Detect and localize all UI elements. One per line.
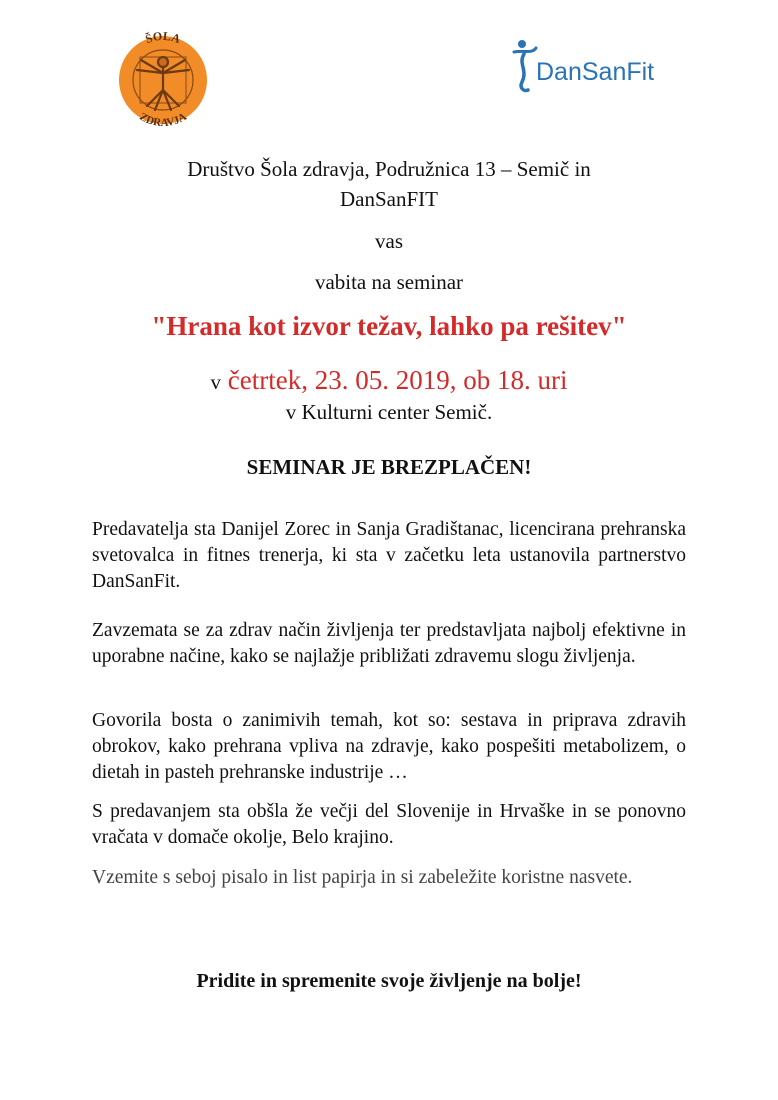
date-prefix: v	[210, 370, 222, 394]
brand-name: DanSanFit	[536, 58, 655, 86]
paragraph-lecturers: Predavatelja sta Danijel Zorec in Sanja Gradištanac, licencirana prehranska svetovalca in fitnes trenerja, ki sta v začetku leta ustanovila partnerstvo DanSanFit.	[92, 519, 686, 592]
organizer	[0, 154, 778, 214]
event-date	[0, 365, 778, 396]
paragraph-mission: Zavzemata se za zdrav način življenja ter predstavljata najbolj efektivne in uporabne načine, kako se najlažje približati zdravemu slogu življenja.	[92, 620, 686, 667]
org-line-1: Društvo Šola zdravja, Podružnica 13 – Semič in	[187, 157, 591, 181]
closing-text: Pridite in spremenite svoje življenje na bolje!	[196, 970, 582, 992]
free-notice: SEMINAR JE BREZPLAČEN!	[246, 455, 532, 479]
seminar-title: "Hrana kot izvor težav, lahko pa rešitev"	[151, 311, 627, 341]
invitation-text: vabita na seminar	[314, 270, 464, 294]
paragraph-topics: Govorila bosta o zanimivih temah, kot so: sestava in priprava zdravih obrokov, kako prehrana vpliva na zdravje, kako pospešiti metabolizem, o dietah in pasteh prehranske industrije …	[92, 710, 686, 783]
event-venue: v Kulturni center Semič.	[285, 400, 493, 424]
paragraph-tour: S predavanjem sta obšla že večji del Slovenije in Hrvaške in se ponovno vračata v domače okolje, Belo krajino.	[92, 801, 686, 848]
paragraph-bring: Vzemite s seboj pisalo in list papirja in si zabeležite koristne nasvete.	[92, 867, 633, 888]
dansanfit-logo	[510, 38, 685, 98]
vas-text: vas	[375, 229, 403, 253]
org-line-2: DanSanFIT	[340, 187, 438, 211]
svg-text:ŠOLA: ŠOLA	[143, 28, 183, 47]
date-value: četrtek, 23. 05. 2019, ob 18. uri	[221, 365, 568, 395]
svg-text:ZDRAVJA: ZDRAVJA	[137, 110, 189, 130]
sola-zdravja-logo	[107, 28, 219, 132]
